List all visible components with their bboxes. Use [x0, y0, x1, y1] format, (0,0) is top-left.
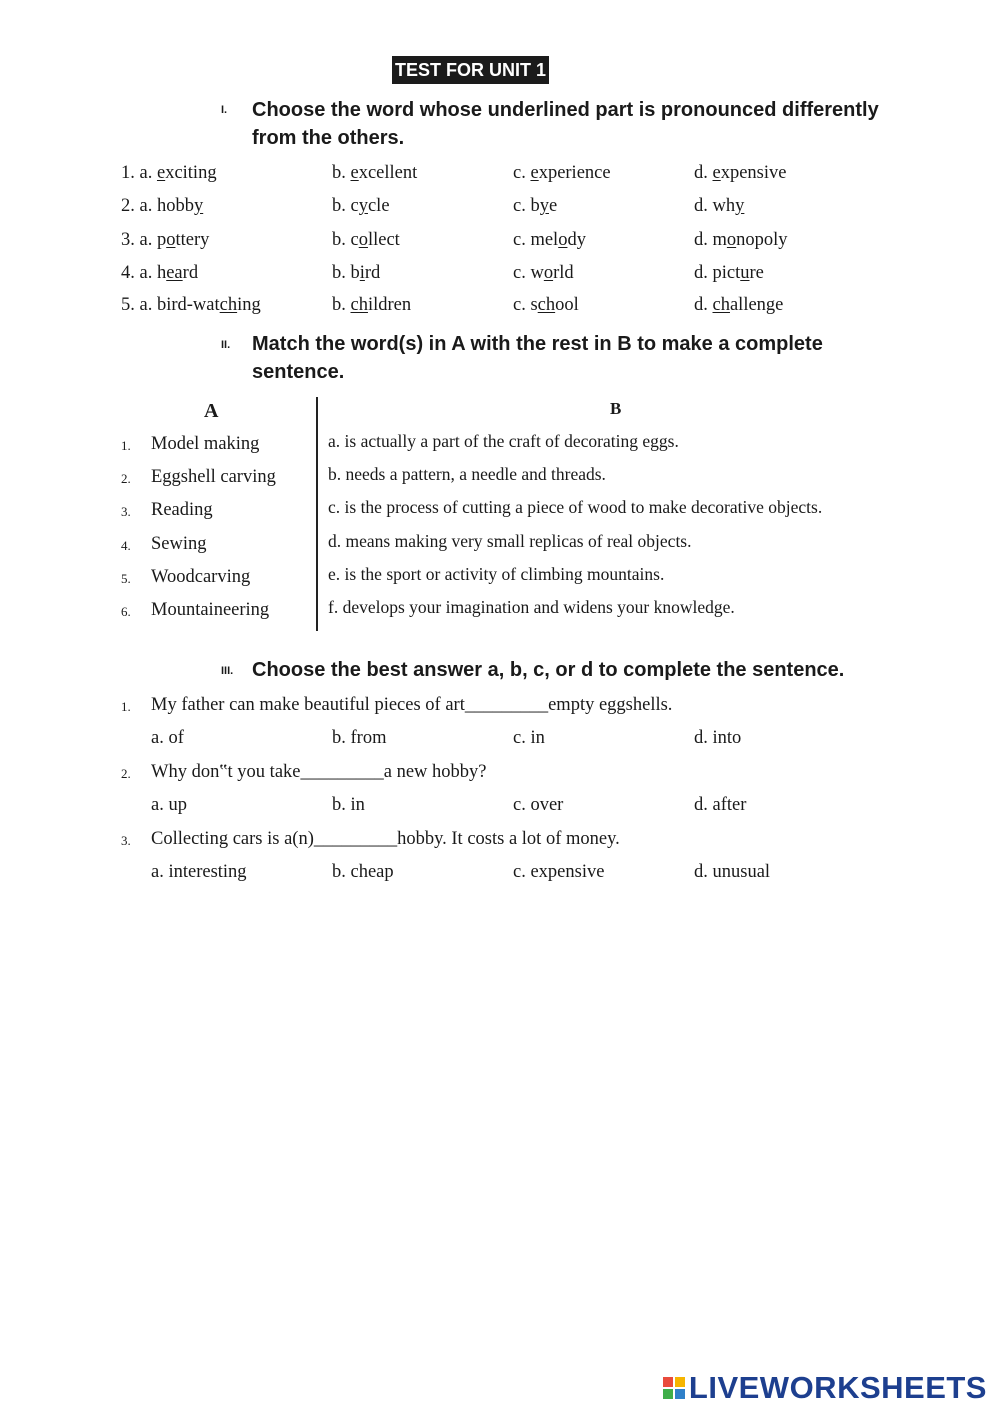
section-2-heading-line2: sentence. [252, 361, 345, 383]
option-3-c[interactable]: c. melody [513, 230, 586, 250]
column-b-header: B [610, 399, 622, 418]
question-text: Collecting cars is a(n)_________hobby. It costs a lot of money. [151, 829, 620, 849]
section-1-heading-line2: from the others. [252, 127, 405, 149]
underlined-part: e [156, 163, 166, 183]
answer-option[interactable]: c. over [513, 795, 564, 815]
option-5-d[interactable]: d. challenge [694, 295, 784, 315]
question-number: 3. [121, 833, 131, 848]
column-a-number: 6. [121, 604, 131, 619]
underlined-part: e [712, 163, 721, 183]
logo-blocks-icon [663, 1377, 685, 1399]
underlined-part: ch [350, 295, 368, 315]
column-b-item[interactable]: e. is the sport or activity of climbing mountains. [328, 564, 665, 584]
option-1-a[interactable]: 1. a. exciting [121, 163, 217, 183]
column-b-item[interactable]: a. is actually a part of the craft of decorating eggs. [328, 431, 679, 451]
option-3-b[interactable]: b. collect [332, 230, 400, 250]
underlined-part: ch [219, 295, 238, 315]
column-b-item[interactable]: c. is the process of cutting a piece of wood to make decorative objects. [328, 497, 823, 517]
option-5-a[interactable]: 5. a. bird-watching [121, 295, 261, 315]
section-1-number: I. [221, 104, 228, 116]
option-2-b[interactable]: b. cycle [332, 196, 390, 216]
option-3-a[interactable]: 3. a. pottery [121, 230, 210, 250]
answer-option[interactable]: b. from [332, 728, 387, 748]
underlined-part: e [350, 163, 359, 183]
column-b-item[interactable]: b. needs a pattern, a needle and threads. [328, 464, 606, 484]
underlined-part: y [193, 196, 204, 216]
option-1-c[interactable]: c. experience [513, 163, 611, 183]
option-2-a[interactable]: 2. a. hobby [121, 196, 204, 216]
column-a-item[interactable]: Mountaineering [151, 600, 270, 620]
answer-option[interactable]: d. unusual [694, 862, 771, 882]
section-2-heading-line1: Match the word(s) in A with the rest in B to make a complete [252, 333, 823, 355]
option-1-d[interactable]: d. expensive [694, 163, 787, 183]
option-4-c[interactable]: c. world [513, 263, 574, 283]
option-5-b[interactable]: b. children [332, 295, 412, 315]
answer-option[interactable]: d. into [694, 728, 742, 748]
underlined-part: o [726, 230, 737, 250]
underlined-part: y [539, 196, 549, 216]
answer-option[interactable]: b. cheap [332, 862, 394, 882]
underlined-part: o [166, 230, 176, 250]
question-text: Why don‟t you take_________a new hobby? [151, 762, 487, 782]
underlined-part: u [740, 263, 750, 283]
answer-option[interactable]: d. after [694, 795, 747, 815]
column-a-number: 5. [121, 571, 131, 586]
underlined-part: ch [712, 295, 730, 315]
option-4-d[interactable]: d. picture [694, 263, 764, 283]
option-4-a[interactable]: 4. a. heard [121, 263, 199, 283]
answer-option[interactable]: a. up [151, 795, 187, 815]
question-number: 1. [121, 699, 131, 714]
option-1-b[interactable]: b. excellent [332, 163, 418, 183]
answer-option[interactable]: a. of [151, 728, 184, 748]
column-a-item[interactable]: Sewing [151, 534, 207, 554]
underlined-part: o [358, 230, 368, 250]
answer-option[interactable]: b. in [332, 795, 365, 815]
underlined-part: y [358, 196, 368, 216]
underlined-part: ch [537, 295, 556, 315]
underlined-part: i [359, 263, 365, 283]
underlined-part: ea [166, 263, 183, 283]
section-2-number: II. [221, 339, 231, 351]
column-a-item[interactable]: Woodcarving [151, 567, 251, 587]
option-2-c[interactable]: c. bye [513, 196, 558, 216]
option-2-d[interactable]: d. why [694, 196, 745, 216]
underlined-part: o [558, 230, 568, 250]
column-a-header: A [204, 400, 219, 422]
option-5-c[interactable]: c. school [513, 295, 579, 315]
column-b-item[interactable]: f. develops your imagination and widens your knowledge. [328, 597, 735, 617]
column-a-number: 1. [121, 438, 131, 453]
column-a-number: 3. [121, 504, 131, 519]
column-a-number: 4. [121, 538, 131, 553]
option-3-d[interactable]: d. monopoly [694, 230, 788, 250]
column-a-item[interactable]: Reading [151, 500, 213, 520]
liveworksheets-logo [663, 1370, 987, 1406]
question-text: My father can make beautiful pieces of art_________empty eggshells. [151, 695, 673, 715]
answer-option[interactable]: c. in [513, 728, 545, 748]
column-b-item[interactable]: d. means making very small replicas of real objects. [328, 531, 692, 551]
test-title: TEST FOR UNIT 1 [392, 56, 549, 84]
column-a-item[interactable]: Model making [151, 434, 260, 454]
underlined-part: e [530, 163, 539, 183]
underlined-part: o [543, 263, 554, 283]
section-1-heading-line1: Choose the word whose underlined part is pronounced differently [252, 99, 879, 121]
column-a-number: 2. [121, 471, 131, 486]
answer-option[interactable]: a. interesting [151, 862, 247, 882]
underlined-part: y [735, 196, 745, 216]
column-divider [316, 397, 318, 631]
column-a-item[interactable]: Eggshell carving [151, 467, 276, 487]
answer-option[interactable]: c. expensive [513, 862, 605, 882]
option-4-b[interactable]: b. bird [332, 263, 381, 283]
question-number: 2. [121, 766, 131, 781]
section-3-heading: Choose the best answer a, b, c, or d to complete the sentence. [252, 659, 845, 681]
section-3-number: III. [221, 665, 234, 677]
logo-wordmark: LIVEWORKSHEETS [688, 1370, 987, 1405]
